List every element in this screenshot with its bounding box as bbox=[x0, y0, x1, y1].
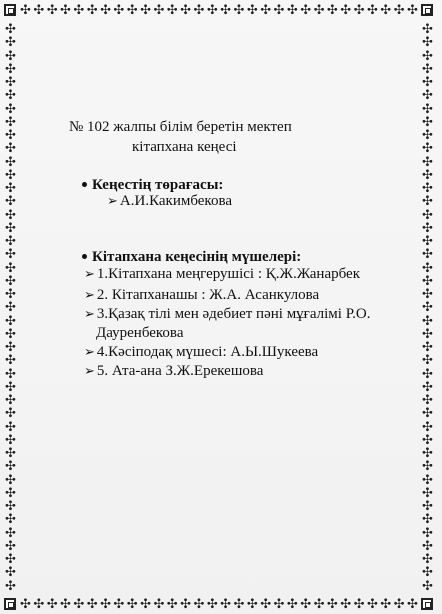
border-ornament-icon: ✣ bbox=[393, 2, 405, 17]
members-heading-row bbox=[82, 249, 301, 266]
border-ornament-icon: ✣ bbox=[5, 233, 16, 248]
border-ornament-icon: ✣ bbox=[422, 312, 433, 328]
border-ornament-icon: ✣ bbox=[126, 2, 138, 17]
border-ornament-icon: ✣ bbox=[326, 2, 338, 17]
border-ornament-icon: ✣ bbox=[5, 87, 16, 103]
border-ornament-icon: ✣ bbox=[5, 378, 16, 394]
border-ornament-icon: ✣ bbox=[422, 286, 433, 301]
arrow-icon: ➢ bbox=[84, 344, 95, 359]
corner-ornament-bottom-right bbox=[421, 598, 433, 610]
border-ornament-icon: ✣ bbox=[193, 596, 205, 611]
border-ornament-icon: ✣ bbox=[5, 166, 16, 182]
border-ornament-icon: ✣ bbox=[422, 153, 433, 169]
member-item bbox=[84, 344, 318, 361]
border-ornament-icon: ✣ bbox=[422, 577, 433, 593]
border-ornament-icon: ✣ bbox=[20, 2, 31, 17]
border-ornament-icon: ✣ bbox=[422, 246, 433, 262]
border-ornament-icon: ✣ bbox=[5, 100, 16, 116]
border-ornament-icon: ✣ bbox=[5, 246, 16, 262]
border-ornament-icon: ✣ bbox=[5, 47, 16, 63]
border-ornament-icon: ✣ bbox=[260, 596, 272, 611]
border-ornament-icon: ✣ bbox=[5, 113, 16, 129]
border-ornament-icon: ✣ bbox=[5, 537, 16, 553]
chair-heading-row bbox=[82, 177, 223, 194]
border-ornament-icon: ✣ bbox=[422, 418, 433, 434]
border-ornament-icon: ✣ bbox=[5, 299, 16, 315]
border-ornament-icon: ✣ bbox=[422, 378, 433, 394]
border-ornament-icon: ✣ bbox=[100, 596, 111, 611]
border-ornament-icon: ✣ bbox=[422, 405, 433, 421]
border-ornament-icon: ✣ bbox=[422, 21, 433, 36]
border-ornament-icon: ✣ bbox=[5, 365, 16, 381]
border-ornament-icon: ✣ bbox=[422, 100, 433, 116]
border-ornament-icon: ✣ bbox=[5, 577, 16, 593]
border-ornament-icon: ✣ bbox=[422, 511, 433, 527]
border-ornament-icon: ✣ bbox=[422, 272, 433, 288]
border-ornament-icon: ✣ bbox=[353, 596, 365, 611]
border-ornament-icon: ✣ bbox=[300, 2, 312, 17]
member-item bbox=[84, 266, 360, 283]
border-ornament-icon: ✣ bbox=[153, 596, 165, 611]
border-ornament-icon: ✣ bbox=[5, 405, 16, 421]
border-ornament-icon: ✣ bbox=[5, 339, 16, 354]
border-ornament-icon: ✣ bbox=[422, 219, 433, 235]
border-ornament-icon: ✣ bbox=[153, 2, 165, 17]
border-ornament-icon: ✣ bbox=[233, 2, 245, 17]
border-ornament-icon: ✣ bbox=[46, 2, 58, 17]
bullet-icon bbox=[82, 254, 87, 259]
member-item-continued bbox=[96, 325, 183, 342]
border-ornament-icon: ✣ bbox=[5, 34, 16, 50]
border-ornament-icon: ✣ bbox=[5, 193, 16, 209]
border-ornament-icon: ✣ bbox=[5, 259, 16, 275]
border-ornament-icon: ✣ bbox=[140, 596, 151, 611]
border-ornament-icon: ✣ bbox=[422, 233, 433, 248]
border-ornament-icon: ✣ bbox=[5, 127, 16, 142]
border-ornament-icon: ✣ bbox=[20, 596, 31, 611]
border-ornament-icon: ✣ bbox=[246, 596, 258, 611]
border-ornament-icon: ✣ bbox=[220, 596, 232, 611]
border-ornament-icon: ✣ bbox=[233, 596, 245, 611]
member-text: 4.Кәсіподақ мүшесі: А.Ы.Шукеева bbox=[96, 344, 319, 360]
border-ornament-icon: ✣ bbox=[60, 2, 71, 17]
border-ornament-icon: ✣ bbox=[5, 219, 16, 235]
border-ornament-icon: ✣ bbox=[422, 445, 433, 460]
border-bottom bbox=[20, 597, 418, 610]
border-ornament-icon: ✣ bbox=[180, 2, 192, 17]
border-ornament-icon: ✣ bbox=[422, 325, 433, 341]
border-ornament-icon: ✣ bbox=[5, 551, 16, 566]
arrow-icon: ➢ bbox=[84, 287, 95, 302]
border-ornament-icon: ✣ bbox=[422, 206, 433, 222]
border-ornament-icon: ✣ bbox=[422, 113, 433, 129]
border-ornament-icon: ✣ bbox=[5, 60, 16, 76]
border-ornament-icon: ✣ bbox=[5, 272, 16, 288]
border-ornament-icon: ✣ bbox=[5, 471, 16, 487]
border-ornament-icon: ✣ bbox=[193, 2, 205, 17]
border-ornament-icon: ✣ bbox=[422, 339, 433, 354]
border-ornament-icon: ✣ bbox=[340, 2, 352, 17]
border-ornament-icon: ✣ bbox=[422, 140, 433, 156]
border-ornament-icon: ✣ bbox=[126, 596, 138, 611]
member-text: 2. Кітапханашы : Ж.А. Асанкулова bbox=[96, 287, 320, 303]
border-ornament-icon: ✣ bbox=[33, 596, 45, 611]
chair-heading: Кеңестің төрағасы: bbox=[92, 177, 224, 193]
border-ornament-icon: ✣ bbox=[422, 431, 433, 447]
border-ornament-icon: ✣ bbox=[140, 2, 151, 17]
border-ornament-icon: ✣ bbox=[422, 551, 433, 566]
border-ornament-icon: ✣ bbox=[422, 193, 433, 209]
border-ornament-icon: ✣ bbox=[113, 2, 125, 17]
border-ornament-icon: ✣ bbox=[422, 74, 433, 89]
border-ornament-icon: ✣ bbox=[5, 180, 16, 195]
border-ornament-icon: ✣ bbox=[313, 596, 325, 611]
border-ornament-icon: ✣ bbox=[166, 596, 178, 611]
border-ornament-icon: ✣ bbox=[73, 2, 85, 17]
border-ornament-icon: ✣ bbox=[326, 596, 338, 611]
border-ornament-icon: ✣ bbox=[113, 596, 125, 611]
corner-ornament-bottom-left bbox=[4, 598, 16, 610]
border-ornament-icon: ✣ bbox=[180, 596, 192, 611]
chair-name: А.И.Какимбекова bbox=[119, 193, 233, 209]
border-ornament-icon: ✣ bbox=[422, 34, 433, 50]
border-ornament-icon: ✣ bbox=[100, 2, 111, 17]
member-item bbox=[84, 306, 371, 323]
border-ornament-icon: ✣ bbox=[422, 352, 433, 368]
border-ornament-icon: ✣ bbox=[366, 2, 378, 17]
border-ornament-icon: ✣ bbox=[340, 596, 352, 611]
border-ornament-icon: ✣ bbox=[273, 2, 285, 17]
border-ornament-icon: ✣ bbox=[5, 484, 16, 500]
border-ornament-icon: ✣ bbox=[380, 596, 392, 611]
border-ornament-icon: ✣ bbox=[406, 2, 418, 17]
member-text: 1.Кітапхана меңгерушісі : Қ.Ж.Жанарбек bbox=[96, 266, 360, 282]
members-heading: Кітапхана кеңесінің мүшелері: bbox=[92, 249, 302, 265]
border-ornament-icon: ✣ bbox=[422, 498, 433, 513]
border-ornament-icon: ✣ bbox=[60, 596, 71, 611]
border-ornament-icon: ✣ bbox=[5, 21, 16, 36]
border-ornament-icon: ✣ bbox=[5, 431, 16, 447]
border-ornament-icon: ✣ bbox=[206, 2, 218, 17]
border-ornament-icon: ✣ bbox=[422, 484, 433, 500]
border-ornament-icon: ✣ bbox=[286, 2, 298, 17]
school-title: № 102 жалпы білім беретін мектеп bbox=[69, 119, 292, 135]
border-ornament-icon: ✣ bbox=[5, 206, 16, 222]
border-ornament-icon: ✣ bbox=[5, 564, 16, 580]
member-text: 5. Ата-ана З.Ж.Ерекешова bbox=[96, 363, 264, 379]
border-ornament-icon: ✣ bbox=[422, 471, 433, 487]
border-ornament-icon: ✣ bbox=[5, 140, 16, 156]
border-ornament-icon: ✣ bbox=[366, 596, 378, 611]
border-ornament-icon: ✣ bbox=[86, 596, 98, 611]
border-ornament-icon: ✣ bbox=[5, 286, 16, 301]
border-ornament-icon: ✣ bbox=[5, 392, 16, 407]
border-ornament-icon: ✣ bbox=[5, 418, 16, 434]
border-ornament-icon: ✣ bbox=[5, 445, 16, 460]
border-ornament-icon: ✣ bbox=[422, 392, 433, 407]
council-title: кітапхана кеңесі bbox=[132, 139, 237, 155]
border-ornament-icon: ✣ bbox=[353, 2, 365, 17]
border-ornament-icon: ✣ bbox=[300, 596, 312, 611]
bullet-icon bbox=[82, 182, 87, 187]
border-ornament-icon: ✣ bbox=[422, 47, 433, 63]
border-ornament-icon: ✣ bbox=[393, 596, 405, 611]
border-ornament-icon: ✣ bbox=[273, 596, 285, 611]
corner-ornament-top-left bbox=[4, 4, 16, 16]
border-top bbox=[20, 3, 418, 16]
border-ornament-icon: ✣ bbox=[313, 2, 325, 17]
border-ornament-icon: ✣ bbox=[220, 2, 232, 17]
border-ornament-icon: ✣ bbox=[422, 299, 433, 315]
border-ornament-icon: ✣ bbox=[422, 537, 433, 553]
border-ornament-icon: ✣ bbox=[166, 2, 178, 17]
arrow-icon: ➢ bbox=[84, 306, 95, 321]
border-ornament-icon: ✣ bbox=[5, 312, 16, 328]
border-ornament-icon: ✣ bbox=[5, 498, 16, 513]
border-ornament-icon: ✣ bbox=[422, 60, 433, 76]
corner-ornament-top-right bbox=[421, 4, 433, 16]
chair-name-row bbox=[107, 193, 232, 210]
member-text: Дауренбекова bbox=[96, 325, 184, 341]
border-ornament-icon: ✣ bbox=[422, 365, 433, 381]
member-item bbox=[84, 363, 263, 380]
border-ornament-icon: ✣ bbox=[422, 259, 433, 275]
border-ornament-icon: ✣ bbox=[406, 596, 418, 611]
border-ornament-icon: ✣ bbox=[5, 524, 16, 540]
border-ornament-icon: ✣ bbox=[5, 352, 16, 368]
border-ornament-icon: ✣ bbox=[33, 2, 45, 17]
border-ornament-icon: ✣ bbox=[5, 325, 16, 341]
arrow-icon: ➢ bbox=[107, 193, 118, 208]
border-ornament-icon: ✣ bbox=[5, 153, 16, 169]
border-ornament-icon: ✣ bbox=[422, 524, 433, 540]
border-ornament-icon: ✣ bbox=[206, 596, 218, 611]
border-ornament-icon: ✣ bbox=[422, 127, 433, 142]
border-left bbox=[4, 22, 17, 592]
member-text: 3.Қазақ тілі мен әдебиет пәні мұғалімі Р.О. bbox=[96, 306, 371, 322]
border-ornament-icon: ✣ bbox=[422, 458, 433, 474]
border-ornament-icon: ✣ bbox=[86, 2, 98, 17]
border-ornament-icon: ✣ bbox=[286, 596, 298, 611]
arrow-icon: ➢ bbox=[84, 363, 95, 378]
border-ornament-icon: ✣ bbox=[422, 87, 433, 103]
border-right bbox=[421, 22, 434, 592]
member-item bbox=[84, 287, 319, 304]
border-ornament-icon: ✣ bbox=[5, 458, 16, 474]
border-ornament-icon: ✣ bbox=[246, 2, 258, 17]
border-ornament-icon: ✣ bbox=[422, 166, 433, 182]
arrow-icon: ➢ bbox=[84, 266, 95, 281]
border-ornament-icon: ✣ bbox=[46, 596, 58, 611]
border-ornament-icon: ✣ bbox=[5, 74, 16, 89]
border-ornament-icon: ✣ bbox=[380, 2, 392, 17]
border-ornament-icon: ✣ bbox=[5, 511, 16, 527]
border-ornament-icon: ✣ bbox=[422, 564, 433, 580]
border-ornament-icon: ✣ bbox=[73, 596, 85, 611]
border-ornament-icon: ✣ bbox=[260, 2, 272, 17]
border-ornament-icon: ✣ bbox=[422, 180, 433, 195]
